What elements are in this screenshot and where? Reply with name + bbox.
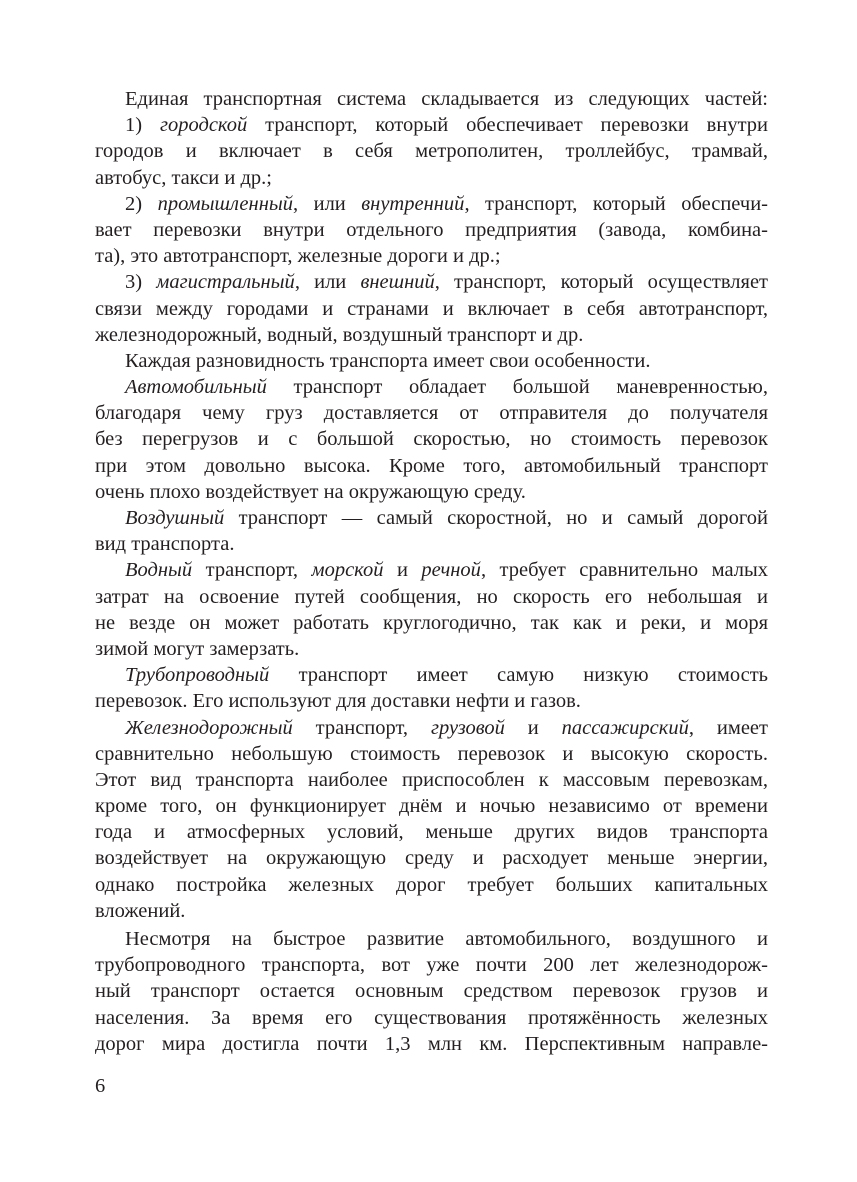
italic-term: внешний (360, 271, 435, 294)
text-line (95, 872, 768, 898)
text-line (95, 636, 768, 662)
text-line (95, 926, 768, 952)
text-segment: года и атмосферных условий, меньше других видов транспорта (95, 821, 768, 844)
text-segment: , имеет (688, 716, 768, 739)
text-line (95, 1005, 768, 1031)
text-segment: , или (294, 271, 361, 294)
text-segment: Этот вид транспорта наиболее приспособлен к массовым перевозкам, (95, 768, 768, 791)
text-segment: очень плохо воздействует на окружающую среду. (95, 480, 526, 503)
text-line (95, 584, 768, 610)
italic-term: промышленный (157, 192, 293, 215)
text-segment: Единая транспортная система складывается из следующих частей: (125, 88, 768, 110)
text-segment: воздействует на окружающую среду и расходует меньше энергии, (95, 847, 768, 870)
text-line (95, 374, 768, 400)
text-segment: дорог мира достигла почти 1,3 млн км. Перспективным направле- (95, 1032, 768, 1055)
text-segment: ный транспорт остается основным средством перевозок грузов и (95, 980, 768, 1003)
text-line (95, 165, 768, 191)
text-line (95, 662, 768, 688)
text-line (95, 610, 768, 636)
text-segment: Каждая разновидность транспорта имеет свои особенности. (125, 349, 651, 372)
text-line (95, 348, 768, 374)
text-line (95, 767, 768, 793)
text-segment: и (504, 716, 562, 739)
page-body-text (95, 86, 768, 1057)
text-segment: 3) (125, 271, 157, 294)
page-number: 6 (95, 1075, 106, 1097)
text-segment: благодаря чему груз доставляется от отправителя до получателя (95, 402, 768, 425)
text-line (95, 191, 768, 217)
text-line (95, 322, 768, 348)
italic-term: Воздушный (125, 507, 225, 529)
italic-term: речной (421, 559, 481, 582)
italic-term: магистральный (156, 271, 295, 294)
italic-term: пассажирский (561, 716, 689, 739)
text-line (95, 952, 768, 978)
italic-term: Трубопроводный (125, 664, 270, 687)
italic-term: городской (159, 114, 248, 137)
text-segment: вложений. (95, 899, 186, 922)
text-line (95, 741, 768, 767)
text-segment: городов и включает в себя метрополитен, троллейбус, трамвай, (95, 140, 768, 163)
text-segment: не везде он может работать круглогодично, так как и реки, и моря (95, 611, 768, 634)
text-segment: без перегрузов и с большой скоростью, но стоимость перевозок (95, 428, 768, 451)
text-segment: при этом довольно высока. Кроме того, автомобильный транспорт (95, 454, 768, 477)
text-segment: та), это автотранспорт, железные дороги и др.; (95, 245, 501, 268)
text-segment: затрат на освоение путей сообщения, но скорость его небольшая и (95, 585, 768, 608)
text-segment: транспорт, (192, 559, 312, 582)
text-segment: трубопроводного транспорта, вот уже почти 200 лет железнодорож- (95, 954, 768, 977)
text-segment: зимой могут замерзать. (95, 637, 300, 660)
text-line (95, 505, 768, 531)
text-segment: вает перевозки внутри отдельного предприятия (завода, комбина- (95, 218, 768, 241)
italic-term: морской (311, 559, 384, 582)
italic-term: грузовой (430, 716, 505, 739)
text-line (95, 531, 768, 557)
text-segment: железнодорожный, водный, воздушный транспорт и др. (95, 323, 584, 346)
text-segment: Несмотря на быстрое развитие автомобильного, воздушного и (125, 928, 768, 950)
text-segment: транспорт, который обеспечивает перевозки внутри (247, 114, 768, 137)
text-line (95, 296, 768, 322)
italic-term: Водный (125, 559, 193, 582)
text-segment: населения. За время его существования протяжённость железных (95, 1006, 768, 1029)
text-line (95, 479, 768, 505)
text-segment: однако постройка железных дорог требует больших капитальных (95, 873, 768, 896)
text-segment: транспорт, (292, 716, 431, 739)
text-segment: , или (293, 192, 362, 215)
text-segment: вид транспорта. (95, 533, 235, 556)
italic-term: внутренний (361, 192, 465, 215)
text-line (95, 793, 768, 819)
text-segment: транспорт — самый скоростной, но и самый дорогой (224, 507, 768, 529)
text-line (95, 453, 768, 479)
text-line (95, 86, 768, 112)
text-line (95, 715, 768, 741)
text-line (95, 243, 768, 269)
text-segment: связи между городами и странами и включает в себя автотранспорт, (95, 297, 768, 320)
text-line (95, 269, 768, 295)
text-segment: кроме того, он функционирует днём и ночью независимо от времени (95, 795, 768, 818)
text-segment: 2) (125, 192, 158, 215)
text-line (95, 217, 768, 243)
text-segment: , требует сравнительно малых (480, 559, 768, 582)
text-segment: автобус, такси и др.; (95, 166, 273, 189)
text-segment: , транспорт, который осуществляет (434, 271, 768, 294)
text-line (95, 138, 768, 164)
text-segment: сравнительно небольшую стоимость перевозок и высокую скорость. (95, 742, 768, 765)
text-line (95, 557, 768, 583)
text-segment: 1) (125, 114, 160, 137)
text-segment: перевозок. Его используют для доставки нефти и газов. (95, 690, 581, 713)
text-segment: транспорт имеет самую низкую стоимость (269, 664, 768, 687)
italic-term: Железнодорожный (125, 716, 293, 739)
italic-term: Автомобильный (125, 376, 267, 399)
text-line (95, 978, 768, 1004)
text-segment: , транспорт, который обеспечи- (464, 192, 768, 215)
text-line (95, 112, 768, 138)
text-line (95, 898, 768, 924)
text-line (95, 426, 768, 452)
text-line (95, 819, 768, 845)
text-segment: транспорт обладает большой маневренностью, (266, 376, 768, 399)
text-segment: и (383, 559, 422, 582)
text-line (95, 400, 768, 426)
text-line (95, 1031, 768, 1057)
text-line (95, 688, 768, 714)
text-line (95, 845, 768, 871)
